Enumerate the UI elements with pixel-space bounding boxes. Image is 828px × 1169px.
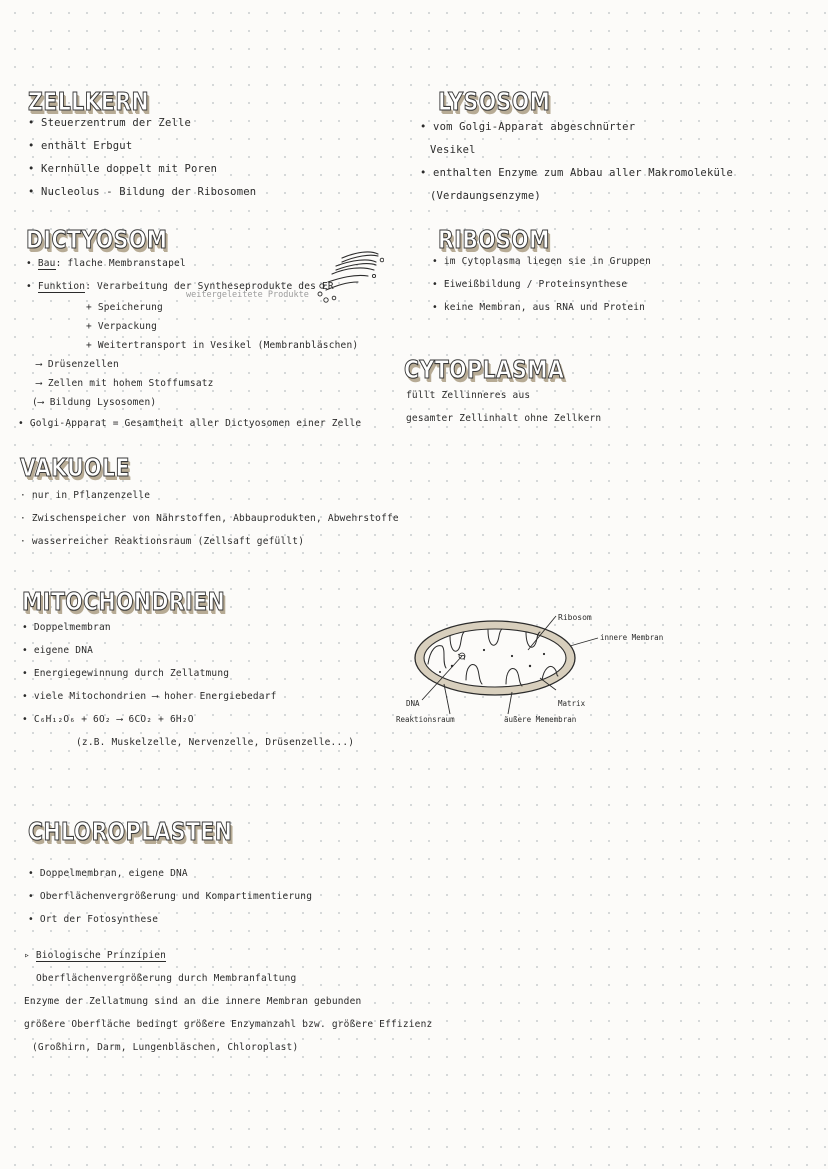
- zellkern-line: • Kernhülle doppelt mit Poren: [28, 163, 218, 175]
- prinzipien-line: Oberflächenvergrößerung durch Membranfaltung: [36, 973, 297, 984]
- ribosom-line: • Eiweißbildung / Proteinsynthese: [432, 279, 628, 290]
- chloroplasten-line: • Ort der Fotosynthese: [28, 914, 159, 925]
- mitochondrien-examples: (z.B. Muskelzelle, Nervenzelle, Drüsenzelle...): [76, 737, 355, 748]
- label-ribosom: Ribosom: [558, 613, 592, 622]
- mitochondrien-line: • viele Mitochondrien ⟶ hoher Energiebedarf: [22, 691, 277, 702]
- vakuole-title: VAKUOLE: [20, 453, 130, 482]
- zellkern-line: • Nucleolus - Bildung der Ribosomen: [28, 186, 257, 198]
- chloroplasten-line: • Oberflächenvergrößerung und Kompartimentierung: [28, 891, 313, 902]
- chloroplasten-title: CHLOROPLASTEN: [28, 817, 233, 846]
- lysosom-line: • vom Golgi-Apparat abgeschnürter: [420, 121, 636, 133]
- prinzipien-line: (Großhirn, Darm, Lungenbläschen, Chloroplast): [32, 1042, 299, 1053]
- dictyosom-drawing: [312, 248, 384, 310]
- funktion-label: Funktion: [37, 281, 86, 292]
- section-vakuole: [20, 452, 399, 553]
- prinzipien-label: Biologische Prinzipien: [35, 950, 167, 961]
- dictyosom-step: + Weitertransport in Vesikel (Membranbläschen): [86, 340, 359, 351]
- zellkern-title: ZELLKERN: [28, 87, 150, 116]
- prinzipien-heading: ▹ Biologische Prinzipien: [24, 950, 167, 961]
- section-chloroplasten: [28, 816, 312, 931]
- lysosom-title: LYSOSOM: [438, 87, 551, 116]
- zellkern-line: • Steuerzentrum der Zelle: [28, 117, 192, 129]
- golgi-line: • Golgi-Apparat = Gesamtheit aller Dictyosomen einer Zelle: [18, 418, 362, 429]
- label-innere-membran: innere Membran: [600, 633, 664, 642]
- label-matrix: Matrix: [558, 699, 586, 708]
- cytoplasma-title: CYTOPLASMA: [404, 355, 565, 384]
- lysosom-line: Vesikel: [430, 144, 476, 156]
- dictyosom-bau: • Bau: flache Membranstapel: [26, 258, 186, 269]
- mitochondrion-diagram: [392, 610, 692, 736]
- mitochondrien-line: • Energiegewinnung durch Zellatmung: [22, 668, 230, 679]
- cytoplasma-line: gesamter Zellinhalt ohne Zellkern: [406, 413, 602, 424]
- funktion-text: : Verarbeitung der Syntheseprodukte des ER: [85, 281, 334, 292]
- mitochondrien-line: • eigene DNA: [22, 645, 94, 656]
- label-reaktionsraum: Reaktionsraum: [396, 715, 455, 724]
- dictyosom-note: weitergeleitete Produkte: [186, 290, 309, 300]
- section-ribosom: [432, 224, 651, 319]
- ribosom-title: RIBOSOM: [438, 225, 550, 254]
- section-lysosom: [420, 86, 733, 208]
- vakuole-line: · nur in Pflanzenzelle: [20, 490, 151, 501]
- section-mitochondrien: [22, 586, 354, 754]
- ribosom-line: • im Cytoplasma liegen sie in Gruppen: [432, 256, 652, 267]
- section-zellkern: [28, 86, 256, 204]
- lysosom-line: (Verdaungsenzyme): [430, 190, 541, 202]
- dictyosom-arrow: (⟶ Bildung Lysosomen): [32, 397, 157, 408]
- prinzipien-line: größere Oberfläche bedingt größere Enzymanzahl bzw. größere Effizienz: [24, 1019, 433, 1030]
- dictyosom-funktion: • Funktion: Verarbeitung der Syntheseprodukte des ER: [26, 281, 334, 292]
- ribosom-line: • keine Membran, aus RNA und Protein: [432, 302, 646, 313]
- bau-text: : flache Membranstapel: [55, 258, 186, 269]
- prinzipien-line: Enzyme der Zellatmung sind an die innere Membran gebunden: [24, 996, 362, 1007]
- zellkern-line: • enthält Erbgut: [28, 140, 133, 152]
- lysosom-line: • enthalten Enzyme zum Abbau aller Makromoleküle: [420, 167, 734, 179]
- bau-label: Bau: [37, 258, 56, 269]
- dictyosom-step: + Verpackung: [86, 321, 158, 332]
- chloroplasten-line: • Doppelmembran, eigene DNA: [28, 868, 188, 879]
- label-aeussere-membran: äußere Memembran: [504, 715, 577, 724]
- mitochondrien-line: • Doppelmembran: [22, 622, 111, 633]
- label-dna: DNA: [406, 699, 420, 708]
- vakuole-line: · Zwischenspeicher von Nährstoffen, Abbauprodukten, Abwehrstoffe: [20, 513, 399, 524]
- vakuole-line: · wasserreicher Reaktionsraum (Zellsaft gefüllt): [20, 536, 305, 547]
- dictyosom-arrow: ⟶ Zellen mit hohem Stoffumsatz: [36, 378, 214, 389]
- mitochondrien-line: • C₆H₁₂O₆ + 6O₂ ⟶ 6CO₂ + 6H₂O: [22, 714, 194, 725]
- cytoplasma-line: füllt Zellinneres aus: [406, 390, 531, 401]
- dictyosom-arrow: ⟶ Drüsenzellen: [36, 359, 119, 370]
- dictyosom-title: DICTYOSOM: [26, 225, 168, 254]
- dictyosom-step: + Speicherung: [86, 302, 163, 313]
- section-prinzipien: [24, 944, 432, 1059]
- mitochondrien-title: MITOCHONDRIEN: [22, 587, 226, 616]
- section-cytoplasma: [404, 354, 601, 430]
